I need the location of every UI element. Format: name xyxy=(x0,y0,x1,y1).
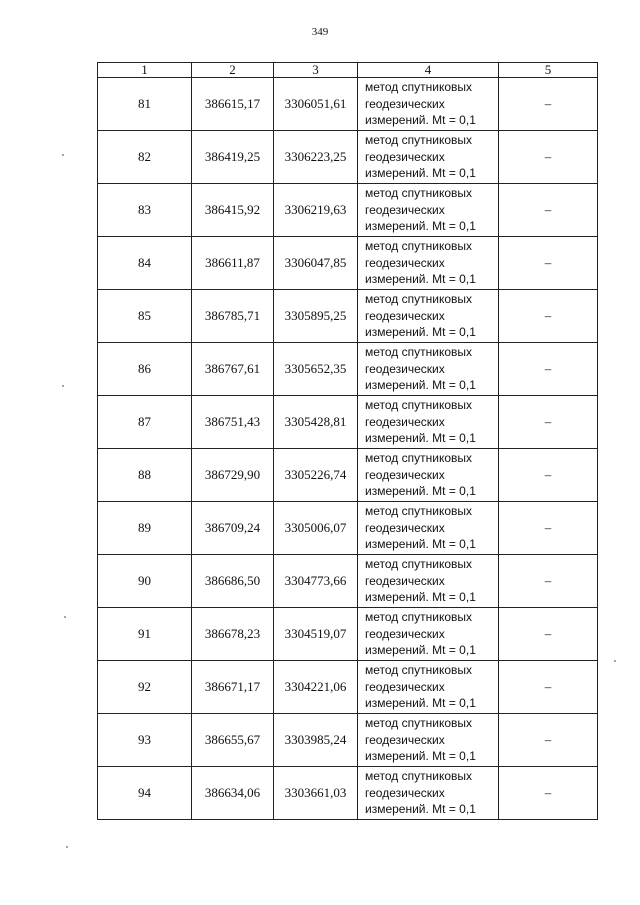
method-line: геодезических xyxy=(365,149,445,164)
header-row xyxy=(98,63,598,78)
method-cell xyxy=(358,290,499,343)
method-line: метод спутниковых xyxy=(365,504,473,519)
method-line: метод спутниковых xyxy=(365,610,473,625)
note-cell: – xyxy=(499,608,598,661)
table-row xyxy=(98,237,598,290)
y-coordinate-cell: 3306051,61 xyxy=(274,78,358,131)
method-cell xyxy=(358,661,499,714)
x-coordinate-cell: 386686,50 xyxy=(192,555,274,608)
x-coordinate-cell: 386678,23 xyxy=(192,608,274,661)
x-coordinate-cell: 386419,25 xyxy=(192,131,274,184)
point-number-cell: 85 xyxy=(98,290,192,343)
method-cell xyxy=(358,131,499,184)
method-line: измерений. Mt = 0,1 xyxy=(365,802,476,817)
method-line: измерений. Mt = 0,1 xyxy=(365,643,476,658)
point-number-cell: 90 xyxy=(98,555,192,608)
method-line: геодезических xyxy=(365,414,445,429)
point-number-cell: 83 xyxy=(98,184,192,237)
x-coordinate-cell: 386729,90 xyxy=(192,449,274,502)
method-cell xyxy=(358,449,499,502)
method-line: измерений. Mt = 0,1 xyxy=(365,219,476,234)
point-number-cell: 88 xyxy=(98,449,192,502)
x-coordinate-cell: 386751,43 xyxy=(192,396,274,449)
method-cell xyxy=(358,78,499,131)
method-line: метод спутниковых xyxy=(365,716,473,731)
scan-speck xyxy=(66,846,68,848)
coordinates-table xyxy=(97,62,598,820)
method-line: геодезических xyxy=(365,308,445,323)
method-line: геодезических xyxy=(365,520,445,535)
x-coordinate-cell: 386634,06 xyxy=(192,767,274,820)
header-col-1: 1 xyxy=(98,63,192,78)
table-row xyxy=(98,555,598,608)
method-cell xyxy=(358,184,499,237)
method-line: измерений. Mt = 0,1 xyxy=(365,431,476,446)
table-row xyxy=(98,502,598,555)
point-number-cell: 81 xyxy=(98,78,192,131)
method-cell xyxy=(358,502,499,555)
method-line: метод спутниковых xyxy=(365,451,473,466)
method-line: метод спутниковых xyxy=(365,557,473,572)
table-row xyxy=(98,714,598,767)
table-row xyxy=(98,449,598,502)
y-coordinate-cell: 3306219,63 xyxy=(274,184,358,237)
method-line: метод спутниковых xyxy=(365,133,473,148)
method-cell xyxy=(358,555,499,608)
point-number-cell: 87 xyxy=(98,396,192,449)
table-row xyxy=(98,184,598,237)
note-cell: – xyxy=(499,661,598,714)
method-line: метод спутниковых xyxy=(365,769,473,784)
method-line: геодезических xyxy=(365,785,445,800)
method-cell xyxy=(358,396,499,449)
point-number-cell: 92 xyxy=(98,661,192,714)
method-line: метод спутниковых xyxy=(365,186,473,201)
method-line: измерений. Mt = 0,1 xyxy=(365,749,476,764)
point-number-cell: 94 xyxy=(98,767,192,820)
point-number-cell: 89 xyxy=(98,502,192,555)
y-coordinate-cell: 3304221,06 xyxy=(274,661,358,714)
point-number-cell: 84 xyxy=(98,237,192,290)
x-coordinate-cell: 386655,67 xyxy=(192,714,274,767)
method-line: метод спутниковых xyxy=(365,345,473,360)
method-cell xyxy=(358,714,499,767)
table-header xyxy=(98,63,598,78)
header-col-2: 2 xyxy=(192,63,274,78)
y-coordinate-cell: 3304519,07 xyxy=(274,608,358,661)
method-line: метод спутниковых xyxy=(365,292,473,307)
point-number-cell: 86 xyxy=(98,343,192,396)
table-row xyxy=(98,661,598,714)
x-coordinate-cell: 386615,17 xyxy=(192,78,274,131)
method-line: геодезических xyxy=(365,679,445,694)
method-line: геодезических xyxy=(365,202,445,217)
method-line: геодезических xyxy=(365,467,445,482)
x-coordinate-cell: 386415,92 xyxy=(192,184,274,237)
page-number: 349 xyxy=(311,26,329,38)
y-coordinate-cell: 3305226,74 xyxy=(274,449,358,502)
scan-speck xyxy=(62,385,64,387)
method-line: измерений. Mt = 0,1 xyxy=(365,166,476,181)
method-line: измерений. Mt = 0,1 xyxy=(365,696,476,711)
note-cell: – xyxy=(499,767,598,820)
method-line: геодезических xyxy=(365,626,445,641)
x-coordinate-cell: 386709,24 xyxy=(192,502,274,555)
method-line: геодезических xyxy=(365,96,445,111)
method-line: измерений. Mt = 0,1 xyxy=(365,325,476,340)
method-line: измерений. Mt = 0,1 xyxy=(365,484,476,499)
method-line: измерений. Mt = 0,1 xyxy=(365,378,476,393)
note-cell: – xyxy=(499,502,598,555)
method-line: измерений. Mt = 0,1 xyxy=(365,537,476,552)
x-coordinate-cell: 386767,61 xyxy=(192,343,274,396)
note-cell: – xyxy=(499,237,598,290)
x-coordinate-cell: 386785,71 xyxy=(192,290,274,343)
scan-speck xyxy=(62,154,64,156)
table-row xyxy=(98,343,598,396)
point-number-cell: 91 xyxy=(98,608,192,661)
method-line: геодезических xyxy=(365,255,445,270)
table-row xyxy=(98,290,598,343)
header-col-3: 3 xyxy=(274,63,358,78)
y-coordinate-cell: 3305428,81 xyxy=(274,396,358,449)
table-row xyxy=(98,131,598,184)
point-number-cell: 82 xyxy=(98,131,192,184)
note-cell: – xyxy=(499,396,598,449)
method-cell xyxy=(358,237,499,290)
table-body xyxy=(98,78,598,820)
note-cell: – xyxy=(499,78,598,131)
y-coordinate-cell: 3303661,03 xyxy=(274,767,358,820)
x-coordinate-cell: 386671,17 xyxy=(192,661,274,714)
method-line: метод спутниковых xyxy=(365,663,473,678)
y-coordinate-cell: 3306223,25 xyxy=(274,131,358,184)
x-coordinate-cell: 386611,87 xyxy=(192,237,274,290)
note-cell: – xyxy=(499,290,598,343)
table-row xyxy=(98,396,598,449)
table-row xyxy=(98,608,598,661)
y-coordinate-cell: 3305895,25 xyxy=(274,290,358,343)
note-cell: – xyxy=(499,131,598,184)
header-col-5: 5 xyxy=(499,63,598,78)
method-line: измерений. Mt = 0,1 xyxy=(365,113,476,128)
method-line: измерений. Mt = 0,1 xyxy=(365,272,476,287)
method-line: метод спутниковых xyxy=(365,398,473,413)
method-line: геодезических xyxy=(365,732,445,747)
note-cell: – xyxy=(499,184,598,237)
note-cell: – xyxy=(499,449,598,502)
method-cell xyxy=(358,343,499,396)
scan-speck xyxy=(64,616,66,618)
method-line: геодезических xyxy=(365,573,445,588)
note-cell: – xyxy=(499,555,598,608)
method-cell xyxy=(358,767,499,820)
note-cell: – xyxy=(499,714,598,767)
y-coordinate-cell: 3303985,24 xyxy=(274,714,358,767)
header-col-4: 4 xyxy=(358,63,499,78)
point-number-cell: 93 xyxy=(98,714,192,767)
y-coordinate-cell: 3304773,66 xyxy=(274,555,358,608)
note-cell: – xyxy=(499,343,598,396)
method-line: измерений. Mt = 0,1 xyxy=(365,590,476,605)
scan-speck xyxy=(614,660,616,662)
y-coordinate-cell: 3306047,85 xyxy=(274,237,358,290)
method-line: метод спутниковых xyxy=(365,80,473,95)
table-row xyxy=(98,78,598,131)
method-line: метод спутниковых xyxy=(365,239,473,254)
method-cell xyxy=(358,608,499,661)
y-coordinate-cell: 3305652,35 xyxy=(274,343,358,396)
method-line: геодезических xyxy=(365,361,445,376)
table-row xyxy=(98,767,598,820)
y-coordinate-cell: 3305006,07 xyxy=(274,502,358,555)
